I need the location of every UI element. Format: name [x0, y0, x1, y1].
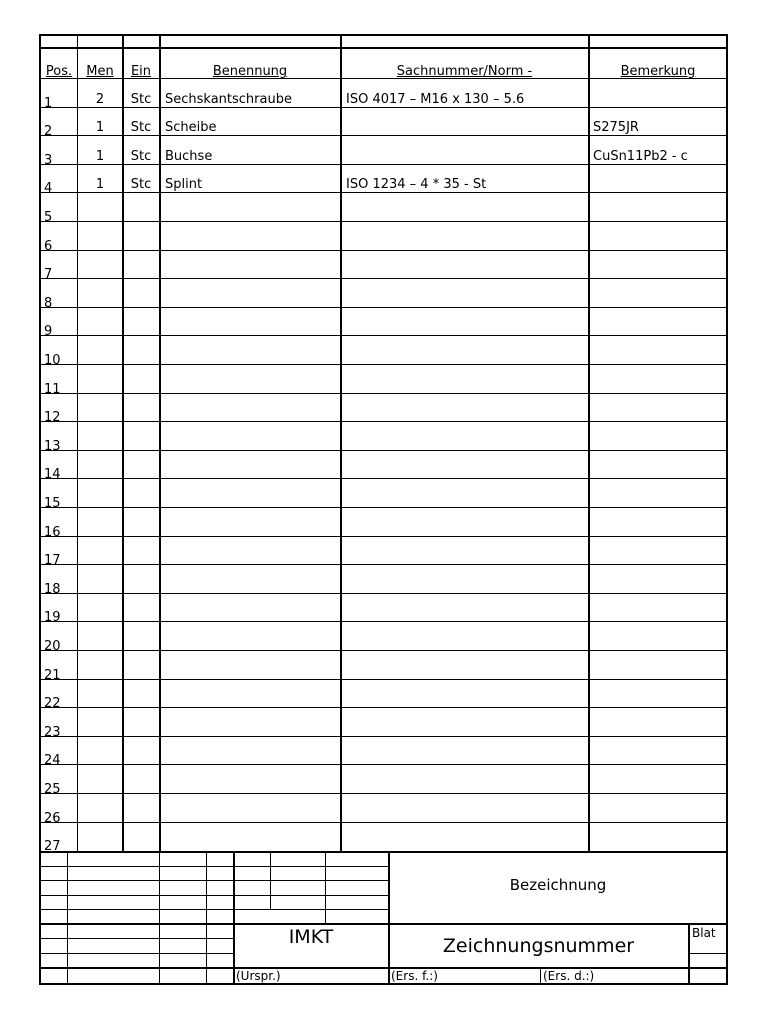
row-line — [40, 164, 727, 165]
row-line — [40, 192, 727, 193]
row-menge: 2 — [95, 92, 105, 107]
row-line — [40, 564, 727, 565]
row-line — [40, 335, 727, 336]
header-einheit: Ein — [130, 64, 152, 79]
row-benennung: Buchse — [165, 149, 213, 164]
row-bemerkung: S275JR — [593, 120, 639, 135]
replaces-label: (Ers. f.:) — [391, 969, 438, 983]
tb-vline-9 — [688, 924, 690, 984]
tb-hline-l8 — [40, 967, 727, 969]
tb-hline-l6 — [40, 938, 233, 939]
sheet-label: Blat — [692, 926, 716, 940]
row-pos: 15 — [44, 496, 61, 511]
row-pos: 25 — [44, 782, 61, 797]
row-menge: 1 — [95, 120, 105, 135]
row-line — [40, 707, 727, 708]
row-einheit: Stc — [130, 92, 152, 107]
row-menge: 1 — [95, 149, 105, 164]
row-line — [40, 421, 727, 422]
row-line — [40, 393, 727, 394]
row-line — [40, 822, 727, 823]
row-pos: 12 — [44, 410, 61, 425]
tb-vline-4 — [233, 852, 235, 984]
row-line — [40, 621, 727, 622]
row-sachnummer: ISO 4017 – M16 x 130 – 5.6 — [346, 92, 525, 107]
row-einheit: Stc — [130, 177, 152, 192]
row-benennung: Sechskantschraube — [165, 92, 292, 107]
row-pos: 26 — [44, 811, 61, 826]
row-pos: 6 — [44, 239, 53, 254]
tb-vline-6 — [325, 852, 326, 924]
row-pos: 23 — [44, 725, 61, 740]
tb-vline-1 — [67, 852, 68, 984]
row-line — [40, 221, 727, 222]
row-pos: 19 — [44, 610, 61, 625]
row-pos: 18 — [44, 582, 61, 597]
row-pos: 1 — [44, 96, 53, 111]
row-line — [40, 450, 727, 451]
row-line — [40, 536, 727, 537]
col-divider-bemerkung — [588, 35, 590, 852]
row-line — [40, 507, 727, 508]
drawing-number: Zeichnungsnummer — [442, 935, 635, 957]
tb-hline-l5 — [40, 923, 727, 925]
tb-hline-l7 — [40, 953, 233, 954]
header-bemerkung: Bemerkung — [620, 64, 696, 79]
header-top-line — [40, 47, 727, 49]
row-pos: 14 — [44, 467, 61, 482]
row-line — [40, 650, 727, 651]
col-divider-sachnummer — [340, 35, 342, 852]
row-pos: 8 — [44, 296, 53, 311]
row-pos: 9 — [44, 324, 53, 339]
row-pos: 20 — [44, 639, 61, 654]
row-line — [40, 793, 727, 794]
company-name: IMKT — [288, 926, 334, 948]
tb-vline-7 — [388, 852, 390, 984]
row-line — [40, 764, 727, 765]
row-menge: 1 — [95, 177, 105, 192]
row-pos: 27 — [44, 839, 61, 854]
row-pos: 24 — [44, 753, 61, 768]
row-line — [40, 307, 727, 308]
row-sachnummer: ISO 1234 – 4 * 35 - St — [346, 177, 487, 192]
row-line — [40, 135, 727, 136]
tb-vline-8 — [540, 968, 541, 984]
row-einheit: Stc — [130, 120, 152, 135]
row-pos: 21 — [44, 668, 61, 683]
row-line — [40, 478, 727, 479]
row-line — [40, 736, 727, 737]
row-pos: 13 — [44, 439, 61, 454]
row-line — [40, 364, 727, 365]
replaced-by-label: (Ers. d.:) — [543, 969, 595, 983]
tb-vline-3 — [206, 852, 207, 984]
row-bemerkung: CuSn11Pb2 - c — [593, 149, 688, 164]
row-line — [40, 107, 727, 108]
row-pos: 2 — [44, 124, 53, 139]
row-einheit: Stc — [130, 149, 152, 164]
header-benennung: Benennung — [212, 64, 288, 79]
row-pos: 17 — [44, 553, 61, 568]
tb-hline-l1 — [40, 866, 388, 867]
row-benennung: Scheibe — [165, 120, 217, 135]
title-block-top-line — [40, 851, 727, 853]
bezeichnung-label: Bezeichnung — [509, 876, 607, 894]
row-line — [40, 278, 727, 279]
tb-vline-2 — [159, 852, 160, 984]
tb-hline-l2 — [40, 880, 388, 881]
row-pos: 10 — [44, 353, 61, 368]
header-menge: Men — [86, 64, 114, 79]
row-pos: 16 — [44, 525, 61, 540]
row-pos: 4 — [44, 181, 53, 196]
tb-vline-5 — [270, 852, 271, 910]
row-line — [40, 679, 727, 680]
row-pos: 7 — [44, 267, 53, 282]
row-pos: 5 — [44, 210, 53, 225]
row-pos: 3 — [44, 153, 53, 168]
tb-hline-l3 — [40, 895, 388, 896]
origin-label: (Urspr.) — [236, 969, 281, 983]
header-sachnummer: Sachnummer/Norm - — [396, 64, 533, 79]
row-line — [40, 593, 727, 594]
tb-hline-blatt — [688, 953, 727, 954]
row-pos: 22 — [44, 696, 61, 711]
tb-hline-l4 — [40, 909, 388, 910]
row-pos: 11 — [44, 382, 61, 397]
col-divider-benennung — [159, 35, 161, 852]
row-benennung: Splint — [165, 177, 203, 192]
header-pos: Pos. — [45, 64, 73, 79]
row-line — [40, 250, 727, 251]
